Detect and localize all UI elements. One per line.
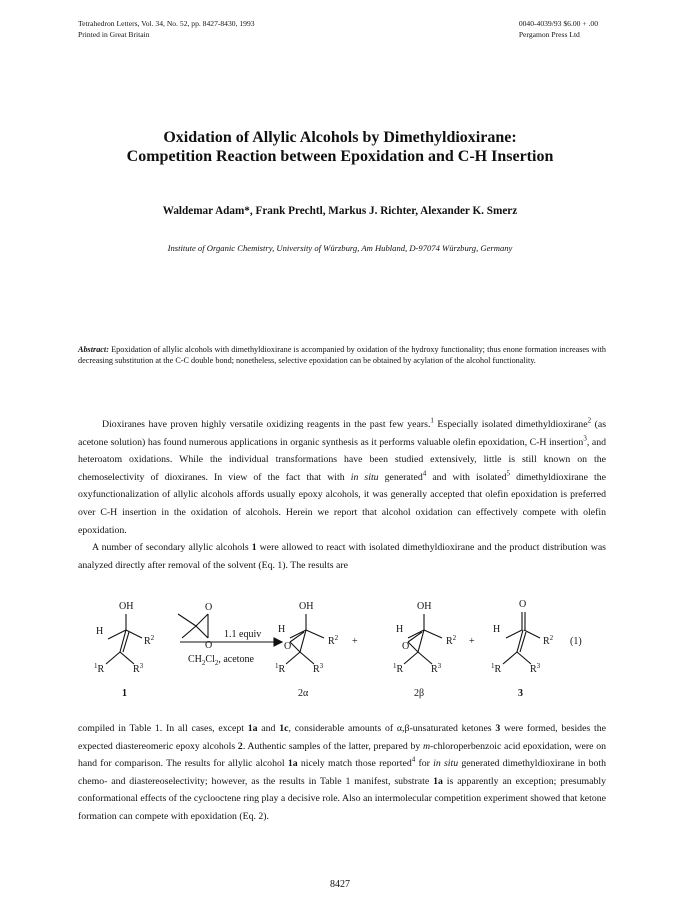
ref-marker: 5 <box>506 469 511 478</box>
compound-label-3: 3 <box>518 688 523 699</box>
ref-marker: 4 <box>422 469 427 478</box>
r3-label: $R^3$ <box>133 662 144 675</box>
oh-label: OH <box>119 601 134 612</box>
ref-marker: 4 <box>411 755 416 764</box>
reagent-equiv: 1.1 equiv <box>224 629 262 640</box>
body-paragraph-1: Dioxiranes have proven highly versatile oxidizing reagents in the past few years.$^1$ Especially isolated dimethyldioxirane$^2$ (as acetone solution) has found numerous applications in organic synthesis as it performs valuable olefin epoxidation, C-H insertion$^3$, and heteroatom oxidations. While the individual transformations have been studied extensively, little is still known on the chemoselectivity of dioxiranes. In view of the fact that with in situ generated$^4$ and with isolated$^5$ dimethyldioxirane the oxyfunctionalization of allylic alcohols affords usually epoxy alcohols, it was generally accepted that olefin epoxidation is preferred over C-H insertion in the oxidation of alcohols. Herein we report that alcohol oxidation can effectively compete with olefin epoxidation. A number of secondary allylic alcohols 1 were allowed to react with isolated dimethyldioxirane and the product distribution was analyzed directly after removal of the solvent (Eq. 1). The results are <box>78 416 607 571</box>
ketone-o: O <box>519 599 527 610</box>
article-code: 0040-4039/93 $6.00 + .00 <box>518 19 598 28</box>
r1-label: $^1$R <box>491 662 502 675</box>
ref-marker: 3 <box>583 434 587 443</box>
h-label: H <box>278 624 286 635</box>
paper-title <box>0 128 680 166</box>
h-label: H <box>96 626 104 637</box>
printed-in: Printed in Great Britain <box>78 30 150 39</box>
compound-label-2a: 2α <box>298 688 309 699</box>
h-label: H <box>396 624 404 635</box>
h-label: H <box>493 624 501 635</box>
epoxide-o: O <box>284 641 292 652</box>
journal-citation: Tetrahedron Letters, Vol. 34, No. 52, pp. 8427-8430, 1993 <box>78 19 255 28</box>
abstract-label: Abstract: <box>78 345 109 354</box>
compound-label-1: 1 <box>122 688 127 699</box>
dioxirane-o-top: O <box>205 602 213 613</box>
plus-sign: + <box>352 636 358 647</box>
equation-number: (1) <box>570 636 582 647</box>
r3-label: $R^3$ <box>530 662 541 675</box>
author-list: Waldemar Adam*, Frank Prechtl, Markus J. Richter, Alexander K. Smerz <box>162 205 518 217</box>
r2-label: $R^2$ <box>144 634 155 647</box>
r1-label: $^1$R <box>275 662 286 675</box>
r2-label: $R^2$ <box>446 634 457 647</box>
page-number: 8427 <box>330 879 350 890</box>
r3-label: $R^3$ <box>431 662 442 675</box>
affiliation: Institute of Organic Chemistry, University of Würzburg, Am Hubland, D-97074 Würzburg, Germany <box>167 243 513 253</box>
reaction-scheme-drawing <box>78 592 606 704</box>
dioxirane-o-bottom: O <box>205 640 213 651</box>
r3-label: $R^3$ <box>313 662 324 675</box>
oh-label: OH <box>417 601 432 612</box>
publisher-name: Pergamon Press Ltd <box>518 30 580 39</box>
compound-label-2b: 2β <box>414 688 425 699</box>
title-line-1: Oxidation of Allylic Alcohols by Dimethyldioxirane: <box>163 129 517 146</box>
body-paragraph-2: compiled in Table 1. In all cases, except 1a and 1c, considerable amounts of α,β-unsaturated ketones 3 were formed, besides the expected diastereomeric epoxy alcohols 2. Authentic samples of the latter, prepared by m-chloroperbenzoic acid epoxidation, were on hand for comparison. The results for allylic alcohol 1a nicely match those reported$^4$ for in situ generated dimethyldioxirane in both chemo- and diastereoselectivity; however, as the results in Table 1 manifest, substrate 1a is apparently an exception; presumably conformational effects of the cyclooctene ring play a decisive role. Also an intermolecular competition experiment showed that ketone formation can compete with epoxidation (Eq. 2). <box>78 723 607 822</box>
epoxide-o: O <box>402 641 410 652</box>
publisher-header <box>519 18 598 40</box>
ref-marker: 2 <box>587 416 592 425</box>
r1-label: $^1$R <box>94 662 105 675</box>
r2-label: $R^2$ <box>543 634 554 647</box>
abstract-text: Epoxidation of allylic alcohols with dimethyldioxirane is accompanied by oxidation of the hydroxy functionality; thus enone formation increases with decreasing substitution at the C-C double bond; nonetheless, selective epoxidation can be obtained by acylation of the alcohol functionality. <box>78 345 606 365</box>
reaction-solvent: $CH_2Cl_2$, acetone <box>188 654 254 667</box>
reaction-scheme <box>78 592 606 704</box>
r2-label: $R^2$ <box>328 634 339 647</box>
oh-label: OH <box>299 601 314 612</box>
journal-header <box>78 18 255 40</box>
plus-sign: + <box>469 636 475 647</box>
abstract <box>78 344 606 366</box>
r1-label: $^1$R <box>393 662 404 675</box>
title-line-2: Competition Reaction between Epoxidation and C-H Insertion <box>126 148 554 165</box>
ref-marker: 1 <box>430 416 434 425</box>
